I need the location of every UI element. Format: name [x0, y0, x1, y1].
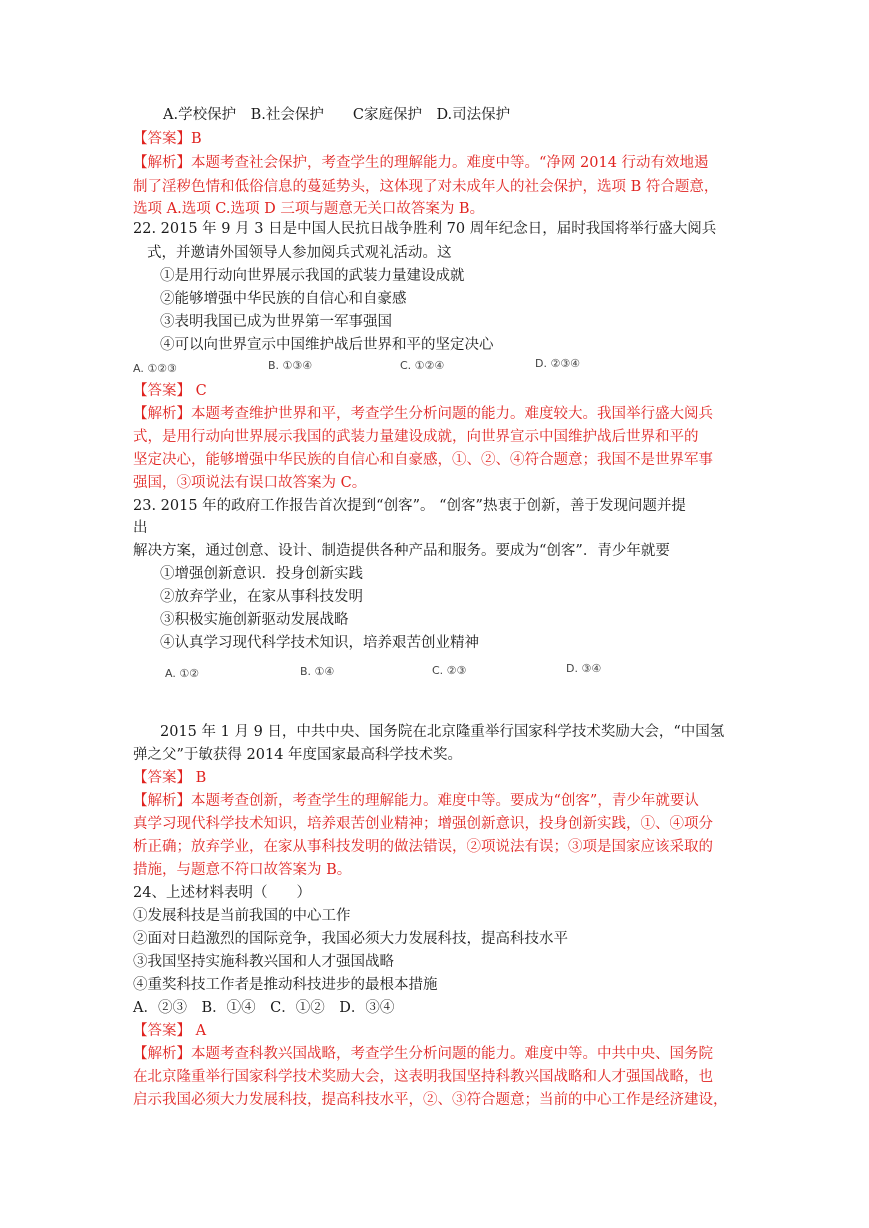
q22-analysis-line: 式，是用行动向世界展示我国的武装力量建设成就，向世界宣示中国维护战后世界和平的	[133, 429, 699, 445]
q22-item: ③表明我国已成为世界第一军事强国	[160, 314, 392, 330]
q24-answer: 【答案】 A	[133, 1023, 207, 1039]
q24-analysis-line: 在北京隆重举行国家科学技术奖励大会，这表明我国坚持科教兴国战略和人才强国战略，也	[133, 1069, 713, 1085]
q23-analysis-line: 真学习现代科学技术知识，培养艰苦创业精神；增强创新意识，投身创新实践，①、④项分	[133, 816, 713, 832]
q23-item: ②放弃学业，在家从事科技发明	[160, 589, 363, 605]
q21-analysis-line: 制了淫秽色情和低俗信息的蔓延势头，这体现了对未成年人的社会保护，选项 B 符合题意，	[133, 179, 719, 195]
q22-item: ①是用行动向世界展示我国的武装力量建设成就	[160, 268, 465, 284]
q23-answer: 【答案】 B	[133, 770, 207, 786]
q22-item: ④可以向世界宣示中国维护战后世界和平的坚定决心	[160, 337, 494, 353]
q22-analysis-line: 【解析】本题考查维护世界和平，考查学生分析问题的能力。难度较大。我国举行盛大阅兵	[133, 406, 713, 422]
q23-option-c: C. ②③	[432, 664, 467, 677]
q23-analysis-line: 析正确；放弃学业，在家从事科技发明的做法错误，②项说法有误；③项是国家应该采取的	[133, 839, 713, 855]
q21-analysis-line: 【解析】本题考查社会保护，考查学生的理解能力。难度中等。“净网 2014 行动有效地遏	[133, 155, 709, 171]
q21-options: A.学校保护 B.社会保护 C家庭保护 D.司法保护	[163, 107, 511, 123]
q22-answer: 【答案】 C	[133, 383, 207, 399]
q23-stem-line: 解决方案，通过创意、设计、制造提供各种产品和服务。要成为“创客”．青少年就要	[133, 543, 670, 559]
q23-item: ④认真学习现代科学技术知识，培养艰苦创业精神	[160, 635, 479, 651]
q22-option-c: C. ①②④	[400, 359, 445, 372]
q23-option-d: D. ③④	[566, 662, 602, 675]
q23-stem-line: 出	[133, 520, 148, 536]
q23-item: ①增强创新意识．投身创新实践	[160, 566, 363, 582]
q22-analysis-line: 坚定决心，能够增强中华民族的自信心和自豪感，①、②、④符合题意；我国不是世界军事	[133, 452, 713, 468]
q24-stem: 24、上述材料表明（ ）	[133, 885, 311, 901]
q22-stem-line: 式，并邀请外国领导人参加阅兵式观礼活动。这	[147, 245, 452, 261]
q24-item: ③我国坚持实施科教兴国和人才强国战略	[133, 954, 394, 970]
q21-analysis-line: 选项 A.选项 C.选项 D 三项与题意无关口故答案为 B。	[133, 201, 485, 217]
q23-item: ③积极实施创新驱动发展战略	[160, 612, 349, 628]
q23-option-a: A. ①②	[165, 667, 200, 680]
q21-answer: 【答案】B	[133, 131, 202, 147]
q22-analysis-line: 强国，③项说法有误口故答案为 C。	[133, 475, 367, 491]
q24-options: A．②③ B．①④ C．①② D．③④	[133, 1000, 395, 1016]
material-line: 2015 年 1 月 9 日，中共中央、国务院在北京隆重举行国家科学技术奖励大会，“中国氢	[160, 724, 725, 740]
q24-analysis-line: 启示我国必须大力发展科技，提高科技水平，②、③符合题意；当前的中心工作是经济建设，	[133, 1092, 728, 1108]
q22-stem-line: 22. 2015 年 9 月 3 日是中国人民抗日战争胜利 70 周年纪念日，届时我国将举行盛大阅兵	[133, 221, 717, 237]
q24-item: ②面对日趋激烈的国际竞争，我国必须大力发展科技，提高科技水平	[133, 931, 568, 947]
q22-option-a: A. ①②③	[133, 362, 177, 375]
q22-option-b: B. ①③④	[268, 359, 313, 372]
q23-analysis-line: 【解析】本题考查创新，考查学生的理解能力。难度中等。要成为“创客”，青少年就要认	[133, 793, 699, 809]
q23-stem-line: 23. 2015 年的政府工作报告首次提到“创客”。 “创客”热衷于创新，善于发现问题并提	[133, 498, 686, 514]
material-line: 弹之父”于敏获得 2014 年度国家最高科学技术奖。	[133, 747, 463, 763]
q23-analysis-line: 措施，与题意不符口故答案为 B。	[133, 862, 352, 878]
q22-option-d: D. ②③④	[535, 357, 581, 370]
q24-item: ①发展科技是当前我国的中心工作	[133, 908, 351, 924]
q24-item: ④重奖科技工作者是推动科技进步的最根本措施	[133, 977, 438, 993]
q22-item: ②能够增强中华民族的自信心和自豪感	[160, 291, 407, 307]
q24-analysis-line: 【解析】本题考查科教兴国战略，考查学生分析问题的能力。难度中等。中共中央、国务院	[133, 1046, 713, 1062]
q23-option-b: B. ①④	[300, 665, 335, 678]
